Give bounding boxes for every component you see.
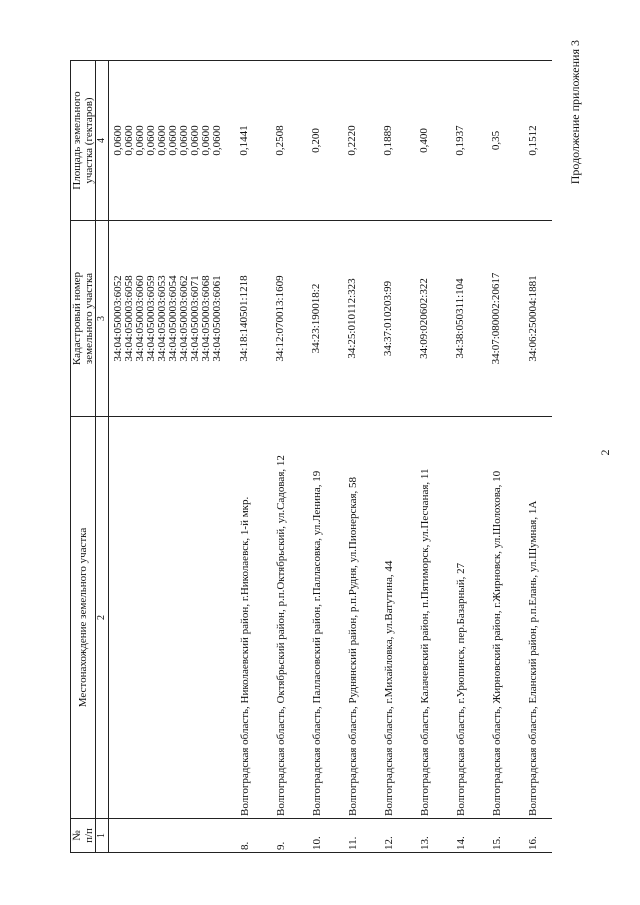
column-number: 2 xyxy=(96,417,109,819)
plot-area: 0,1441 xyxy=(238,125,250,156)
plot-location: Волгоградская область, Калачевский район, п.Пятиморск, ул.Песчаная, 11 xyxy=(407,417,443,819)
cadastral-number: 34:37:010203:99 xyxy=(382,280,394,357)
cadastral-number: 34:07:080002:20617 xyxy=(490,272,502,365)
plot-area: 0,0600 xyxy=(188,125,201,156)
plot-area: 0,1512 xyxy=(526,125,539,156)
land-plots-table xyxy=(70,60,552,853)
plot-area-cell xyxy=(109,61,227,221)
plot-area: 0,2508 xyxy=(274,125,286,156)
row-number: 9. xyxy=(263,819,299,853)
table-row xyxy=(443,61,479,853)
cadastral-number-cell xyxy=(335,221,371,417)
table-row xyxy=(109,61,227,853)
plot-area: 0,0600 xyxy=(177,125,190,156)
row-number: 10. xyxy=(299,819,335,853)
plot-location: Волгоградская область, Палласовский район, г.Палласовка, ул.Ленина, 19 xyxy=(299,417,335,819)
cadastral-number: 34:38:050311:104 xyxy=(454,278,466,359)
cadastral-number: 34:12:070013:1609 xyxy=(274,275,286,362)
table-row xyxy=(227,61,263,853)
column-number-row xyxy=(96,61,109,853)
row-number: 11. xyxy=(335,819,371,853)
cadastral-number: 34:04:050003:6058 xyxy=(122,275,135,362)
plot-location: Волгоградская область, г.Михайловка, ул.Ватутина, 44 xyxy=(371,417,407,819)
cadastral-number: 34:04:050003:6062 xyxy=(177,275,190,362)
cadastral-number-cell xyxy=(515,221,552,417)
plot-area-cell xyxy=(263,61,299,221)
plot-area: 0,35 xyxy=(490,130,502,151)
row-number: 14. xyxy=(443,819,479,853)
cadastral-number: 34:18:140501:1218 xyxy=(238,275,250,362)
column-number: 1 xyxy=(96,819,109,853)
row-number: 8. xyxy=(227,819,263,853)
cadastral-number: 34:04:050003:6059 xyxy=(144,275,157,362)
plot-location: Волгоградская область, Руднянский район, р.п.Рудня, ул.Пионерская, 58 xyxy=(335,417,371,819)
plot-area: 0,0600 xyxy=(144,125,157,156)
plot-area: 0,0600 xyxy=(166,125,179,156)
plot-area-cell xyxy=(407,61,443,221)
cadastral-number: 34:04:050003:6061 xyxy=(210,275,223,362)
plot-location: Волгоградская область, г.Урюпинск, пер.Базарный, 27 xyxy=(443,417,479,819)
plot-location: Волгоградская область, Еланский район, р.п.Елань, ул.Шумная, 1А xyxy=(515,417,552,819)
plot-area: 0,0600 xyxy=(155,125,168,156)
column-number: 3 xyxy=(96,221,109,417)
plot-area-cell xyxy=(227,61,263,221)
header-location: Местонахождение земельного участка xyxy=(71,417,96,819)
plot-area: 0,0600 xyxy=(133,125,146,156)
plot-area: 0,1889 xyxy=(382,125,394,156)
cadastral-number: 34:25:010112:323 xyxy=(346,278,358,359)
cadastral-number-cell xyxy=(227,221,263,417)
table-row xyxy=(479,61,515,853)
cadastral-number: 34:06:250004:1881 xyxy=(526,275,539,362)
row-number: 12. xyxy=(371,819,407,853)
cadastral-number-cell xyxy=(299,221,335,417)
table-row xyxy=(371,61,407,853)
plot-area: 0,200 xyxy=(310,128,322,153)
continuation-note: Продолжение приложения 3 xyxy=(568,40,582,185)
plot-area-cell xyxy=(515,61,552,221)
table-row xyxy=(263,61,299,853)
cadastral-number: 34:04:050003:6068 xyxy=(199,275,212,362)
cadastral-number: 34:04:050003:6071 xyxy=(188,275,201,362)
cadastral-number-cell xyxy=(407,221,443,417)
cadastral-number-cell xyxy=(371,221,407,417)
cadastral-number: 34:04:050003:6053 xyxy=(155,275,168,362)
cadastral-number-cell xyxy=(263,221,299,417)
cadastral-number-cell xyxy=(109,221,227,417)
cadastral-number: 34:04:050003:6052 xyxy=(111,275,124,362)
header-area: Площадь земельного участка (гектаров) xyxy=(71,61,96,221)
column-number: 4 xyxy=(96,61,109,221)
row-number: 16. xyxy=(515,819,552,853)
plot-area: 0,0600 xyxy=(210,125,223,156)
table-row xyxy=(299,61,335,853)
plot-area-cell xyxy=(335,61,371,221)
row-number: 13. xyxy=(407,819,443,853)
table-header-row xyxy=(71,61,96,853)
plot-area-cell xyxy=(479,61,515,221)
table-row xyxy=(335,61,371,853)
plot-area: 0,1937 xyxy=(454,125,466,156)
cadastral-number-cell xyxy=(479,221,515,417)
plot-location: Волгоградская область, Николаевский район, г.Николаевск, 1-й мкр. xyxy=(227,417,263,819)
cadastral-number: 34:04:050003:6060 xyxy=(133,275,146,362)
plot-location: Волгоградская область, Жирновский район, г.Жирновск, ул.Шолохова, 10 xyxy=(479,417,515,819)
plot-area-cell xyxy=(299,61,335,221)
table-row xyxy=(515,61,552,853)
row-number xyxy=(109,819,227,853)
plot-area-cell xyxy=(371,61,407,221)
page-number: 2 xyxy=(598,449,612,456)
plot-location: Волгоградская область, Октябрьский район, р.п.Октябрьский, ул.Садовая, 12 xyxy=(263,417,299,819)
table-row xyxy=(407,61,443,853)
plot-area: 0,0600 xyxy=(111,125,124,156)
cadastral-number: 34:04:050003:6054 xyxy=(166,275,179,362)
cadastral-number: 34:09:020602:322 xyxy=(418,278,430,359)
plot-area: 0,2220 xyxy=(346,125,358,156)
plot-area: 0,0600 xyxy=(122,125,135,156)
header-number: № п/п xyxy=(71,819,96,853)
plot-area-cell xyxy=(443,61,479,221)
cadastral-number-cell xyxy=(443,221,479,417)
header-cadastral: Кадастровый номер земельного участка xyxy=(71,221,96,417)
cadastral-number: 34:23:190018:2 xyxy=(310,283,322,354)
plot-location xyxy=(109,417,227,819)
plot-area: 0,0600 xyxy=(199,125,212,156)
plot-area: 0,400 xyxy=(418,128,430,153)
row-number: 15. xyxy=(479,819,515,853)
